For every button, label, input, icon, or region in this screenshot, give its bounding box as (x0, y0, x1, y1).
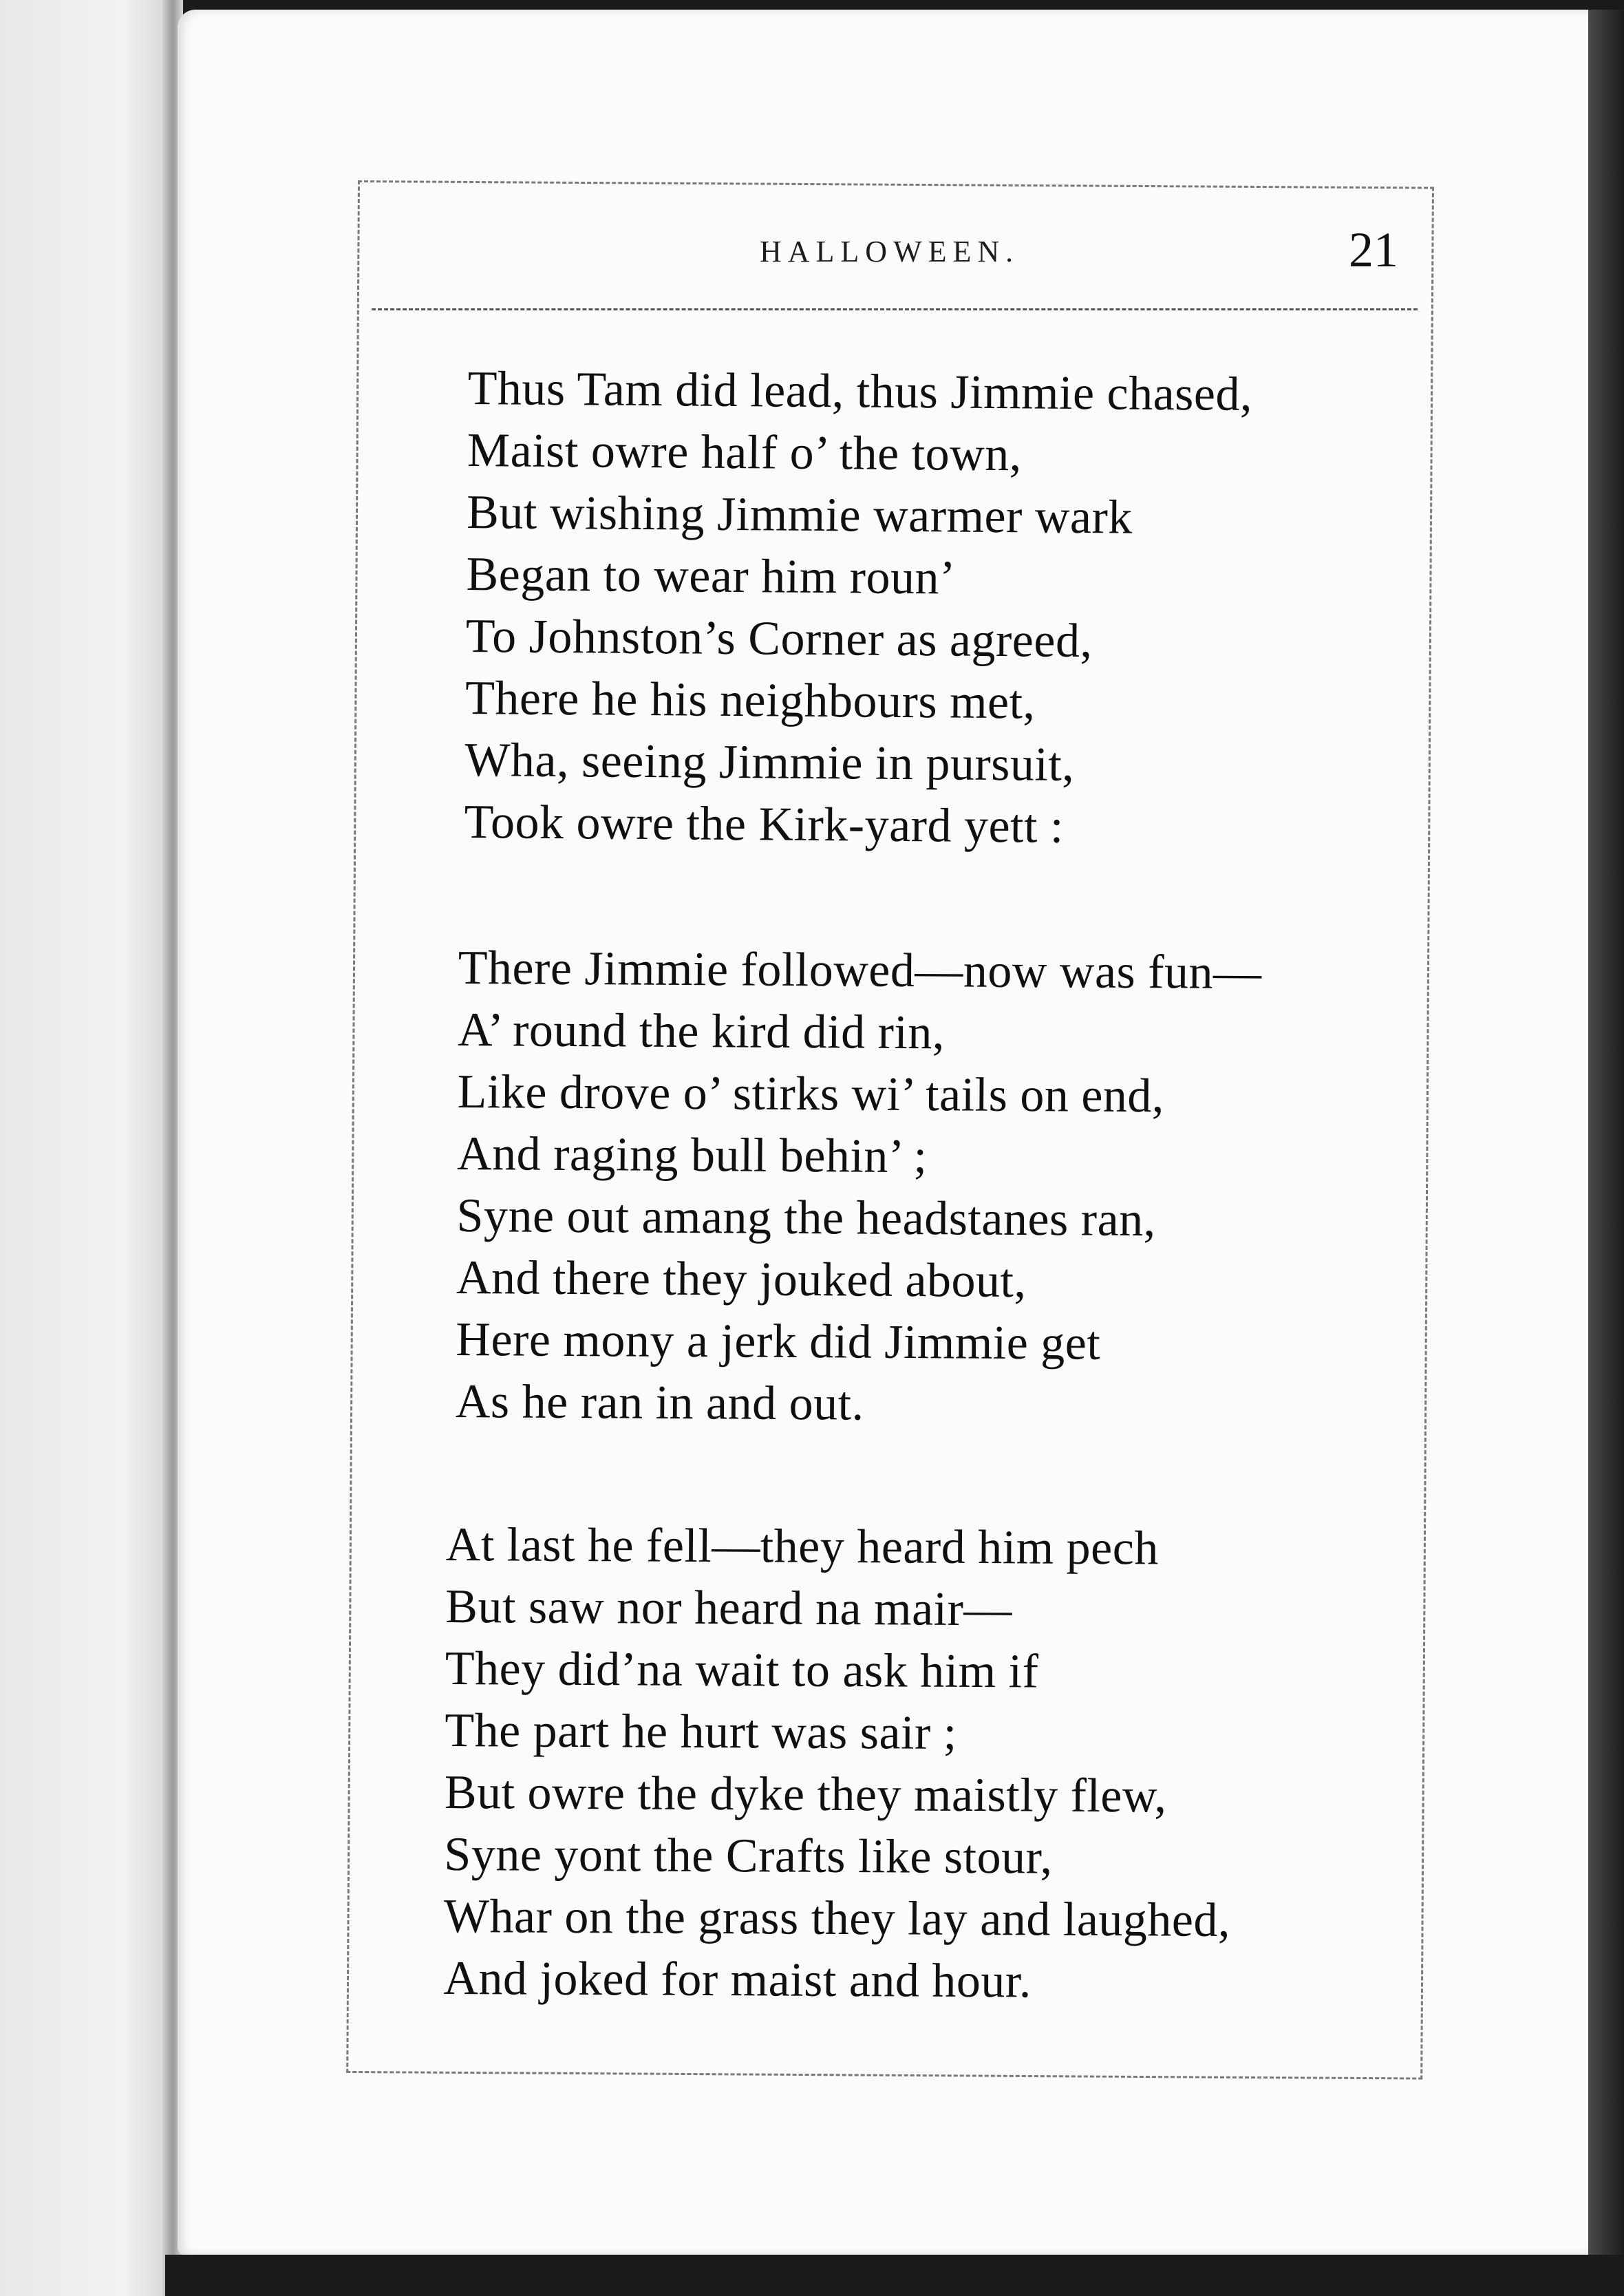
verse-line: As he ran in and out. (455, 1374, 864, 1431)
verse-line: There he his neighbours met, (464, 671, 1036, 730)
header-divider (372, 308, 1418, 310)
verse-line: Maist owre half o’ the town, (467, 423, 1023, 482)
scan-background-bottom (165, 2255, 1624, 2296)
verse-line: But saw nor heard na mair— (445, 1580, 1013, 1637)
verse-line: Syne yont the Crafts like stour, (444, 1827, 1053, 1884)
verse-line: And raging bull behin’ ; (456, 1127, 928, 1184)
verse-line: They did’na wait to ask him if (445, 1641, 1039, 1699)
stanza-2 (456, 937, 1262, 1438)
verse-line: Syne out amang the headstanes ran, (456, 1189, 1156, 1247)
verse-line: Like drove o’ stirks wi’ tails on end, (457, 1065, 1165, 1123)
verse-line: But wishing Jimmie warmer wark (466, 485, 1133, 544)
verse-line: Whar on the grass they lay and laughed, (443, 1889, 1231, 1947)
facing-page-edge (0, 0, 178, 2296)
verse-line: And there they jouked about, (456, 1251, 1027, 1308)
verse-line: And joked for maist and hour. (443, 1951, 1032, 2008)
verse-line: A’ round the kird did rin, (457, 1003, 945, 1060)
running-head: HALLOWEEN. (760, 235, 1020, 268)
verse-line: Wha, seeing Jimmie in pursuit, (464, 733, 1075, 791)
stanza-1 (464, 358, 1252, 860)
verse-line: Began to wear him roun’ (466, 547, 957, 605)
verse-line: Thus Tam did lead, thus Jimmie chased, (467, 361, 1253, 421)
verse-line: Here mony a jerk did Jimmie get (456, 1312, 1101, 1370)
verse-line: But owre the dyke they maistly flew, (444, 1765, 1167, 1823)
verse-line: To Johnston’s Corner as agreed, (465, 609, 1093, 668)
page-number: 21 (1349, 222, 1398, 277)
verse-line: The part he hurt was sair ; (445, 1703, 957, 1760)
scan-background-right (1588, 10, 1624, 2255)
verse-line: Took owre the Kirk-yard yett : (464, 795, 1065, 853)
verse-line: There Jimmie followed—now was fun— (458, 941, 1262, 1000)
stanza-3 (443, 1514, 1232, 2014)
verse-line: At last he fell—they heard him pech (445, 1518, 1160, 1575)
